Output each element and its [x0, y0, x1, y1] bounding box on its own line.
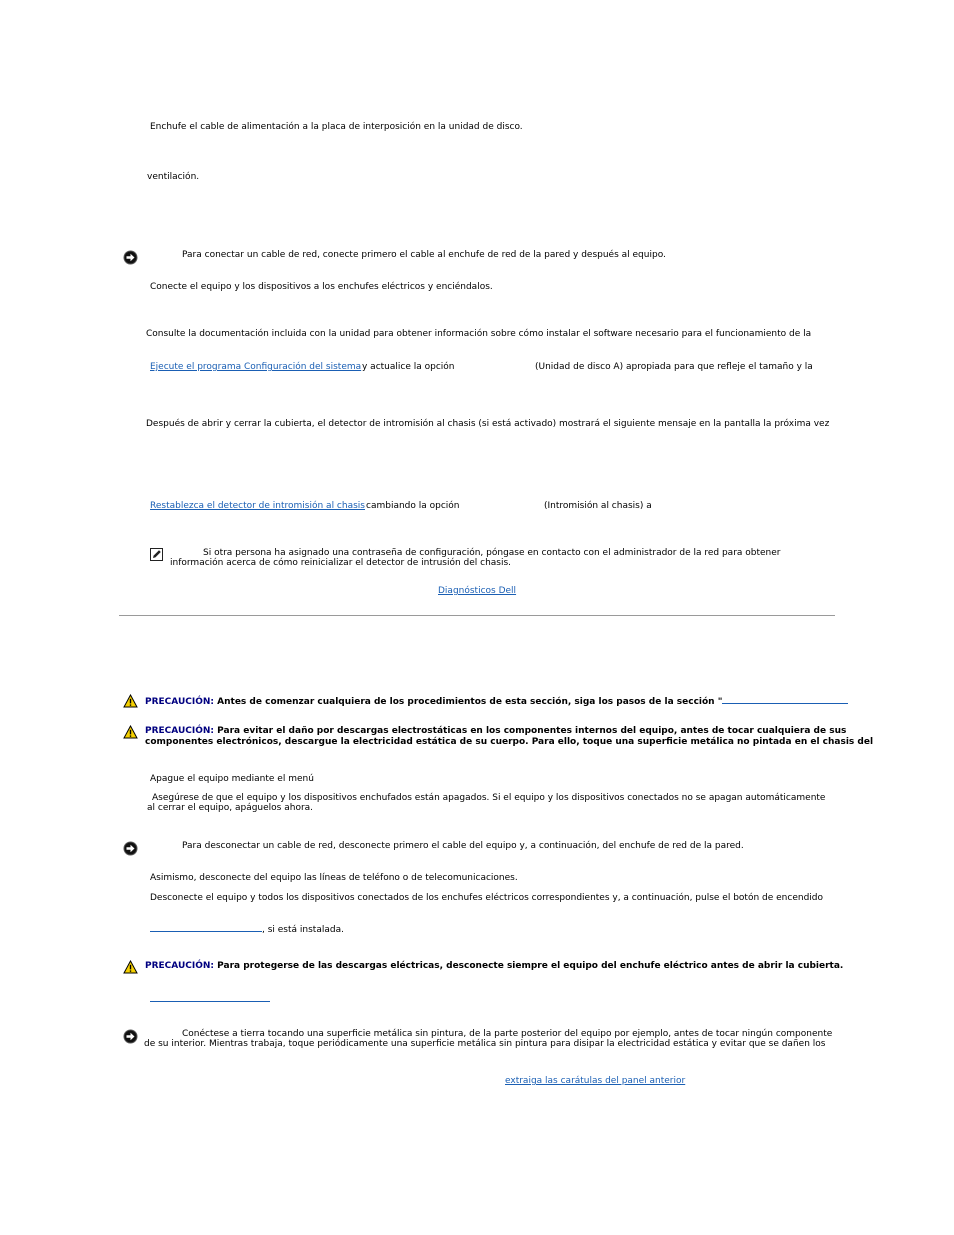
caution-label: PRECAUCIÓN: [145, 726, 215, 736]
stand-link[interactable] [150, 923, 262, 932]
step-remove-stand [150, 923, 344, 936]
notice-icon [123, 250, 138, 265]
remove-bezels-link[interactable]: extraiga las carátulas del panel anterior [505, 1076, 686, 1086]
caution-esd-line2: componentes electrónicos, descargue la electricidad estática de su cuerpo. Para ello, toque una superficie metálica no pintada en el chasis del [145, 737, 874, 747]
setup-program-link[interactable]: Ejecute el programa Configuración del sistema [150, 362, 362, 372]
chassis-intrusion-option-text: (Intromisión al chasis) a [544, 501, 652, 511]
caution-label: PRECAUCIÓN: [145, 697, 215, 707]
note-password-line1: Si otra persona ha asignado una contraseña de configuración, póngase en contacto con el administrador de la red para obtener [203, 548, 781, 558]
dell-diagnostics-link[interactable]: Diagnósticos Dell [438, 586, 517, 596]
caution-esd-text1: Para evitar el daño por descargas electrostáticas en los componentes internos del equipo, antes de tocar cualquiera de sus [217, 726, 847, 736]
step-connect-power: Conecte el equipo y los dispositivos a los enchufes eléctricos y enciéndalos. [150, 282, 493, 292]
open-cover-link[interactable] [150, 993, 270, 1002]
section-divider [119, 615, 835, 616]
consult-documentation-text: Consulte la documentación incluida con la unidad para obtener información sobre cómo instalar el software necesario para el funcionamiento de la [146, 329, 812, 339]
step-ensure-off-line1: Asegúrese de que el equipo y los dispositivos enchufados están apagados. Si el equipo y los dispositivos conectados no se apagan automáticamente [152, 793, 826, 803]
notice-icon [123, 1029, 138, 1044]
reset-option-text: cambiando la opción [366, 501, 460, 511]
step-shutdown: Apague el equipo mediante el menú [150, 774, 314, 784]
note-password-line2: información acerca de cómo reinicializar el detector de intrusión del chasis. [170, 558, 512, 568]
notice-ground-line2: de su interior. Mientras trabaja, toque periódicamente una superficie metálica sin pintura para disipar la electricidad estática y evitar que se dañen los [144, 1039, 826, 1049]
reset-intrusion-link[interactable]: Restablezca el detector de intromisión al chasis [150, 501, 365, 511]
note-icon [150, 548, 163, 561]
caution-icon [123, 960, 138, 974]
step-disconnect-phone: Asimismo, desconecte del equipo las líneas de teléfono o de telecomunicaciones. [150, 873, 518, 883]
caution-procedures [145, 695, 848, 708]
step-power-cable: Enchufe el cable de alimentación a la placa de interposición en la unidad de disco. [150, 122, 523, 132]
notice-network-connect: Para conectar un cable de red, conecte primero el cable al enchufe de red de la pared y después al equipo. [182, 250, 666, 260]
notice-ground-line1: Conéctese a tierra tocando una superficie metálica sin pintura, de la parte posterior del equipo por ejemplo, antes de tocar ningún componente [182, 1029, 833, 1039]
drive-a-option-text: (Unidad de disco A) apropiada para que refleje el tamaño y la [535, 362, 813, 372]
caution-icon [123, 725, 138, 739]
step-ensure-off-line2: al cerrar el equipo, apáguelos ahora. [147, 803, 314, 813]
caution-icon [123, 694, 138, 708]
intrusion-detector-text: Después de abrir y cerrar la cubierta, el detector de intromisión al chasis (si está activado) mostrará el siguiente mensaje en la pantalla la próxima vez [146, 419, 830, 429]
step-installed-text: , si está instalada. [262, 925, 344, 935]
step-disconnect-power: Desconecte el equipo y todos los dispositivos conectados de los enchufes eléctricos correspondientes y, a continuación, pulse el botón de encendido [150, 893, 823, 903]
step-open-cover [150, 993, 270, 1006]
caution-procedures-text: Antes de comenzar cualquiera de los procedimientos de esta sección, siga los pasos de la sección " [217, 697, 723, 707]
setup-option-text: y actualice la opción [362, 362, 455, 372]
caution-electric-shock-text: Para protegerse de las descargas eléctricas, desconecte siempre el equipo del enchufe eléctrico antes de abrir la cubierta. [217, 961, 844, 971]
notice-icon [123, 841, 138, 856]
caution-electric-shock [145, 961, 843, 972]
caution-esd-line1 [145, 726, 846, 737]
ventilation-text: ventilación. [147, 172, 200, 182]
safety-instructions-link[interactable] [722, 695, 848, 704]
notice-network-disconnect: Para desconectar un cable de red, desconecte primero el cable del equipo y, a continuación, del enchufe de red de la pared. [182, 841, 744, 851]
caution-label: PRECAUCIÓN: [145, 961, 215, 971]
